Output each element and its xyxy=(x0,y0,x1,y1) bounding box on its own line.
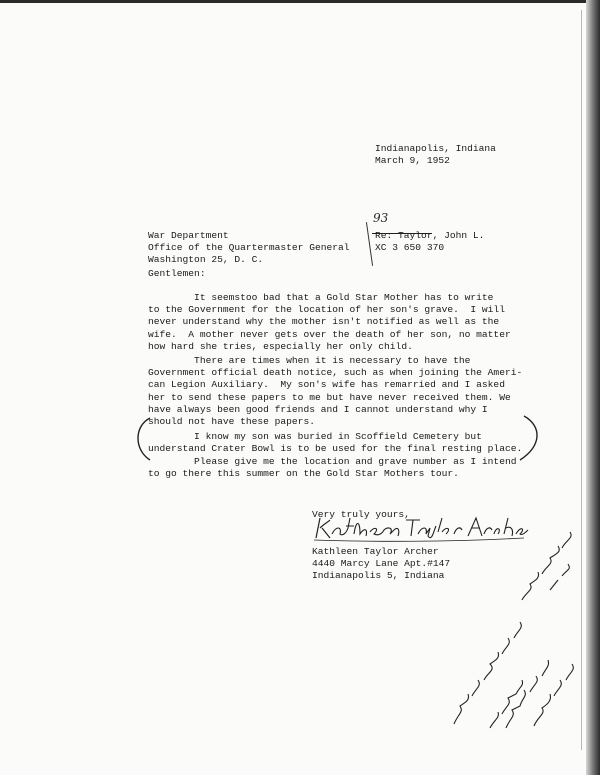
paragraph-line: should not have these papers. xyxy=(148,416,315,428)
paragraph-line: Please give me the location and grave number as I intend xyxy=(148,456,517,467)
paragraph-line: wife. A mother never gets over the death of her son, no matter xyxy=(148,328,511,340)
right-bracket-mark xyxy=(520,416,537,460)
paragraph-line: Government official death notice, such as when joining the Ameri- xyxy=(148,367,523,379)
salutation: Gentlemen: xyxy=(148,268,206,279)
recipient-line-3: Washington 25, D. C. xyxy=(148,254,264,266)
signer-address: 4440 Marcy Lane Apt.#147 xyxy=(312,558,451,570)
letter-date: March 9, 1952 xyxy=(375,155,450,167)
reference-line-1: Re: Taylor, John L. xyxy=(375,230,485,241)
signer-block xyxy=(312,546,450,583)
signer-city: Indianapolis 5, Indiana xyxy=(312,570,445,582)
recipient-line-1: War Department xyxy=(148,230,229,241)
paragraph-3 xyxy=(148,431,522,455)
signer-name: Kathleen Taylor Archer xyxy=(312,546,439,557)
handwritten-margin-notes xyxy=(450,530,585,730)
paragraph-line: have always been good friends and I cannot understand why I xyxy=(148,403,488,415)
paragraph-4 xyxy=(148,456,516,480)
paragraph-line: can Legion Auxiliary. My son's wife has remarried and I asked xyxy=(148,379,505,391)
scan-edge-right xyxy=(586,0,600,775)
sender-address xyxy=(375,143,496,167)
paragraph-line: It seemstoo bad that a Gold Star Mother has to write xyxy=(148,292,494,303)
reference-pen-mark xyxy=(366,222,373,266)
paragraph-line: her to send these papers to me but have never received them. We xyxy=(148,391,511,403)
paragraph-line: to the Government for the location of her son's grave. I will xyxy=(148,304,505,316)
paragraph-line: to go there this summer on the Gold Star Mothers tour. xyxy=(148,468,459,480)
paragraph-line: never understand why the mother isn't notified as well as the xyxy=(148,316,500,328)
scan-edge-top xyxy=(0,0,600,3)
reference-line-2: XC 3 650 370 xyxy=(375,242,445,254)
paragraph-line: how hard she tries, especially her only child. xyxy=(148,340,413,352)
closing: Very truly yours, xyxy=(312,509,410,520)
paragraph-1 xyxy=(148,292,511,353)
recipient-line-2: Office of the Quartermaster General xyxy=(148,242,350,254)
sender-city: Indianapolis, Indiana xyxy=(375,143,496,154)
paragraph-line: There are times when it is necessary to have the xyxy=(148,355,471,366)
paragraph-line: understand Crater Bowl is to be used for the final resting place. xyxy=(148,443,523,455)
reference-block xyxy=(375,230,484,254)
recipient-address xyxy=(148,230,350,267)
handwritten-reference-mark: 93 xyxy=(373,211,389,225)
paragraph-line: I know my son was buried in Scoffield Cemetery but xyxy=(148,431,482,442)
